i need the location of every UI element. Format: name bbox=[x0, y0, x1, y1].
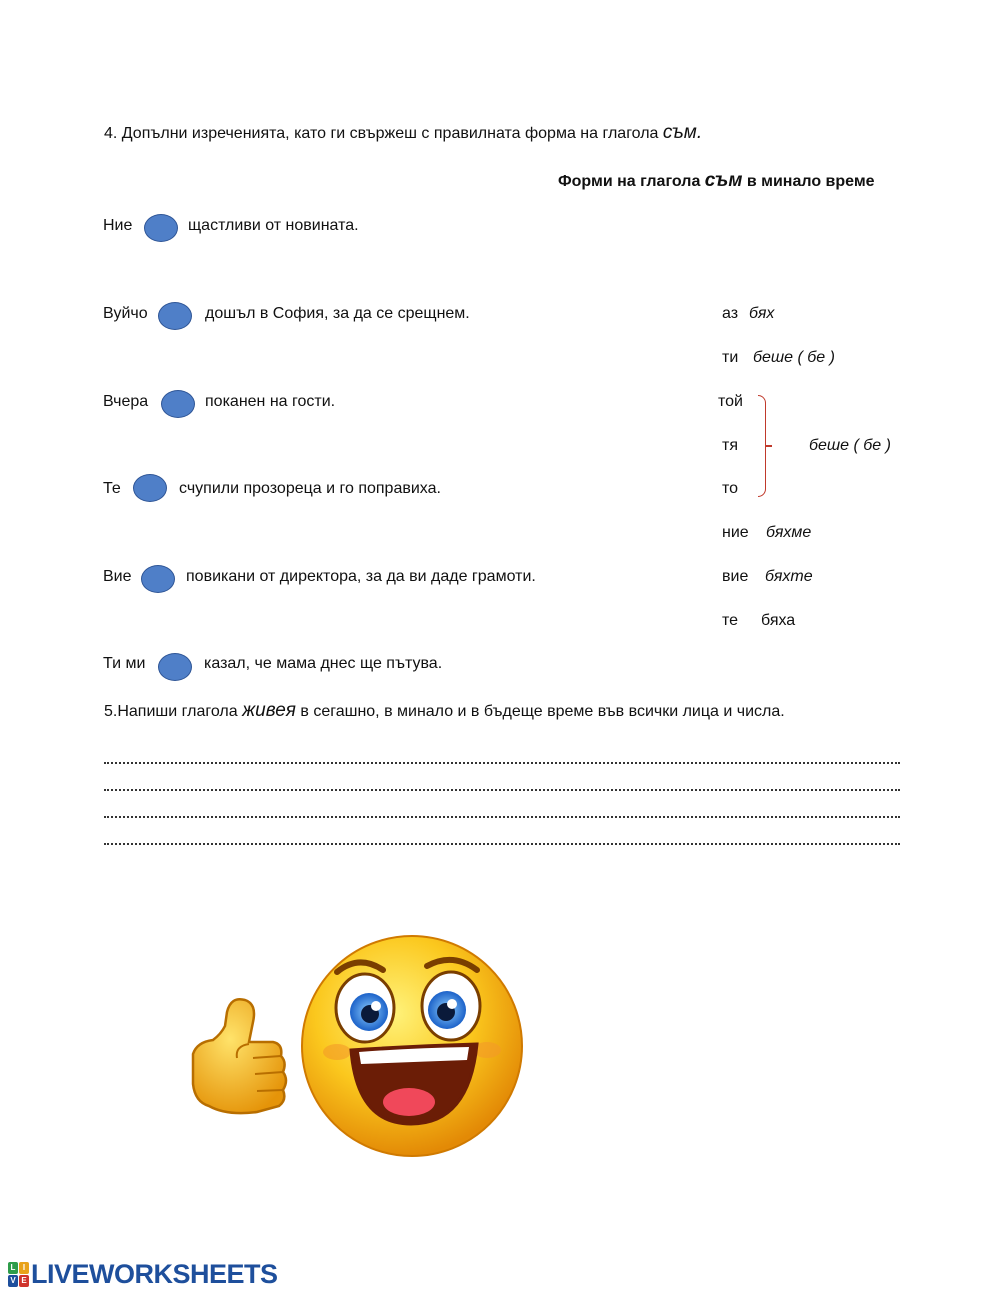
form-vie: бяхте bbox=[765, 568, 813, 585]
sentence-3-end: поканен на гости. bbox=[205, 393, 336, 410]
answer-blank-1[interactable] bbox=[144, 214, 178, 242]
answer-blank-4[interactable] bbox=[133, 474, 167, 502]
sentence-5-end: повикани от директора, за да ви даде грамоти. bbox=[186, 568, 536, 585]
answer-line-4[interactable] bbox=[104, 841, 900, 845]
logo-mark-letter-4: E bbox=[19, 1275, 29, 1287]
grouping-bracket bbox=[758, 395, 766, 497]
answer-blank-6[interactable] bbox=[158, 653, 192, 681]
sentence-1-end: щастливи от новината. bbox=[188, 217, 359, 234]
sentence-4-end: счупили прозореца и го поправиха. bbox=[179, 480, 441, 497]
form-te: бяха bbox=[761, 612, 796, 629]
form-az: бях bbox=[749, 305, 775, 322]
sentence-2-end: дошъл в София, за да се срещнем. bbox=[205, 305, 470, 322]
logo-mark-letter-3: V bbox=[8, 1275, 18, 1287]
sentence-6-end: казал, че мама днес ще пътува. bbox=[204, 655, 443, 672]
task5-instruction bbox=[104, 701, 785, 722]
form-pronoun-toy: той bbox=[718, 393, 743, 410]
sentence-5-start: Вие bbox=[103, 568, 132, 585]
liveworksheets-logo-icon bbox=[8, 1262, 28, 1286]
liveworksheets-logo[interactable] bbox=[8, 1259, 278, 1289]
form-ti: беше ( бе ) bbox=[753, 349, 835, 366]
answer-line-1[interactable] bbox=[104, 760, 900, 764]
sentence-4-start: Те bbox=[103, 480, 121, 497]
forms-title-b: в минало време bbox=[746, 173, 875, 190]
thumbs-up-smiley-icon bbox=[187, 934, 527, 1158]
sentence-6-start: Ти ми bbox=[103, 655, 146, 672]
task4-instruction-text: 4. Допълни изреченията, като ги свържеш с правилната форма на глагола bbox=[104, 125, 659, 142]
answer-blank-2[interactable] bbox=[158, 302, 192, 330]
forms-title bbox=[558, 171, 875, 192]
liveworksheets-logo-text: LIVEWORKSHEETS bbox=[31, 1258, 278, 1289]
logo-mark-letter-1: L bbox=[8, 1262, 18, 1274]
forms-title-a: Форми на глагола bbox=[558, 173, 701, 190]
answer-line-3[interactable] bbox=[104, 814, 900, 818]
form-pronoun-ti: ти bbox=[722, 349, 739, 366]
answer-blank-5[interactable] bbox=[141, 565, 175, 593]
answer-blank-3[interactable] bbox=[161, 390, 195, 418]
grouping-bracket-tick bbox=[766, 445, 772, 447]
sentence-1-start: Ние bbox=[103, 217, 133, 234]
form-group: беше ( бе ) bbox=[809, 437, 891, 454]
task5-instruction-b: в сегашно, в минало и в бъдеще време във всички лица и числа. bbox=[300, 703, 785, 720]
form-nie: бяхме bbox=[766, 524, 812, 541]
sentence-2-start: Вуйчо bbox=[103, 305, 148, 322]
forms-title-verb: съм bbox=[704, 170, 743, 191]
form-pronoun-to: то bbox=[722, 480, 739, 497]
answer-line-2[interactable] bbox=[104, 787, 900, 791]
logo-mark-letter-2: I bbox=[19, 1262, 29, 1274]
task5-verb: живея bbox=[242, 700, 296, 721]
sentence-3-start: Вчера bbox=[103, 393, 149, 410]
form-pronoun-az: аз bbox=[722, 305, 739, 322]
form-pronoun-vie: вие bbox=[722, 568, 749, 585]
task4-verb: съм. bbox=[662, 122, 703, 143]
form-pronoun-te: те bbox=[722, 612, 739, 629]
task5-instruction-a: 5.Напиши глагола bbox=[104, 703, 238, 720]
form-pronoun-nie: ние bbox=[722, 524, 749, 541]
form-pronoun-tya: тя bbox=[722, 437, 738, 454]
task4-instruction bbox=[104, 123, 702, 144]
